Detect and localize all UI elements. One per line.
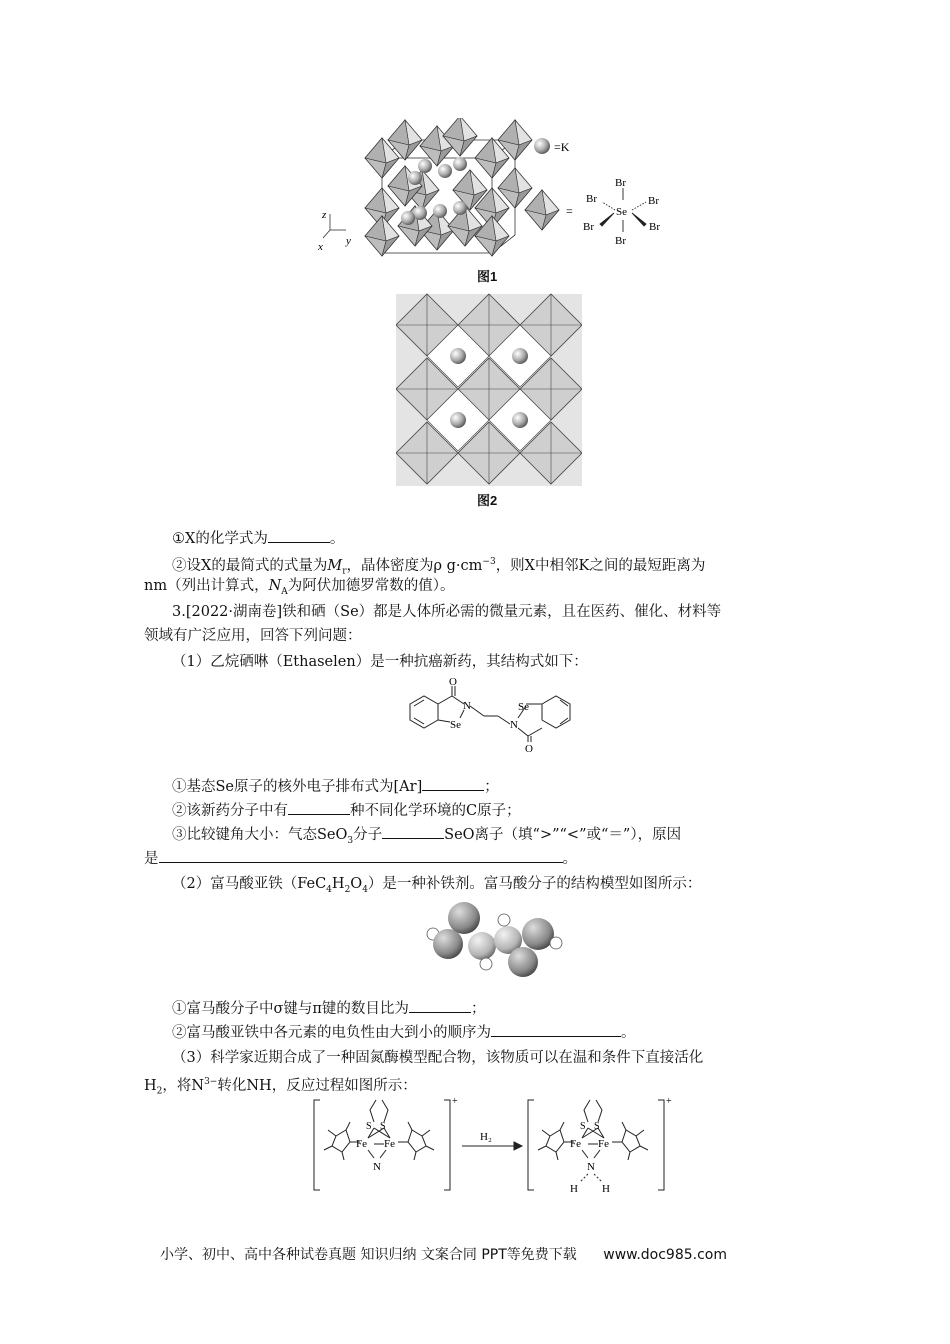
ethaselen-structure bbox=[400, 676, 590, 756]
problem3-line1: 3.[2022·湖南卷]铁和硒（Se）都是人体所必需的微量元素，且在医药、催化、材料等 bbox=[172, 604, 722, 620]
h-right-2: H bbox=[602, 1183, 610, 1195]
figure1-caption: 图1 bbox=[477, 269, 498, 284]
axes-indicator bbox=[323, 214, 346, 238]
part1-q3: ③比较键角大小：气态SeO$_3$分子 SeO离子（填“>”“<”或“＝”），原因 bbox=[172, 824, 810, 851]
legend-octahedron bbox=[525, 190, 559, 230]
s-right-2: S bbox=[594, 1121, 600, 1132]
part1-intro: （1）乙烷硒啉（Ethaselen）是一种抗癌新药，其结构式如下： bbox=[172, 654, 588, 670]
axis-z-label: z bbox=[322, 209, 327, 221]
answer-blank[interactable] bbox=[159, 848, 563, 863]
s-right-1: S bbox=[580, 1121, 586, 1132]
question-distance-line2: nm（列出计算式，$N_A$为阿伏加德罗常数的值）。 bbox=[144, 578, 455, 597]
axis-y-label: y bbox=[346, 235, 351, 247]
mol-se-left: Se bbox=[450, 719, 461, 731]
s-left-2: S bbox=[380, 1121, 386, 1132]
figure1-crystal bbox=[310, 118, 690, 268]
legend-eq-text: = bbox=[566, 204, 573, 218]
br-label-right: Br bbox=[648, 195, 659, 207]
s-left-1: S bbox=[366, 1121, 372, 1132]
part3-line2: $H_2$，将$N^{3-}$转化NH，反应过程如图所示： bbox=[144, 1077, 417, 1097]
part1-q1: ①基态Se原子的核外电子排布式为[Ar] ； bbox=[172, 776, 810, 797]
fe-right-2: Fe bbox=[598, 1138, 609, 1150]
mol-o-right: O bbox=[525, 743, 533, 755]
answer-blank[interactable] bbox=[268, 528, 330, 543]
answer-blank[interactable] bbox=[422, 776, 484, 791]
fe-right-1: Fe bbox=[570, 1138, 581, 1150]
br-label-bottom: Br bbox=[615, 235, 626, 247]
answer-blank[interactable] bbox=[288, 800, 350, 815]
reaction-scheme bbox=[312, 1094, 672, 1198]
footer-text: 小学、初中、高中各种试卷真题 知识归纳 文案合同 PPT等免费下载 bbox=[160, 1247, 577, 1263]
br-label-lowright: Br bbox=[649, 221, 660, 233]
mol-o-left: O bbox=[449, 676, 457, 688]
mol-n-left: N bbox=[463, 700, 471, 712]
legend-k-ball bbox=[534, 138, 550, 154]
legend-k-text: =K bbox=[554, 140, 570, 154]
part1-q2: ②该新药分子中有 种不同化学环境的C原子； bbox=[172, 800, 810, 821]
answer-blank[interactable] bbox=[409, 998, 471, 1013]
question-formula: ①X的化学式为 。 bbox=[172, 528, 810, 549]
fe-left-2: Fe bbox=[384, 1138, 395, 1150]
footer bbox=[160, 1244, 727, 1264]
figure2-projection bbox=[396, 292, 582, 488]
axis-x-label: x bbox=[318, 241, 323, 253]
problem3-line2: 领域有广泛应用，回答下列问题： bbox=[144, 628, 362, 644]
br-label-top: Br bbox=[615, 177, 626, 189]
octahedra-set bbox=[365, 118, 532, 256]
scheme-charge-right: + bbox=[666, 1096, 672, 1107]
figure2-caption: 图2 bbox=[477, 493, 498, 508]
fe-left-1: Fe bbox=[356, 1138, 367, 1150]
scheme-charge-left: + bbox=[452, 1096, 458, 1107]
se-label: Se bbox=[616, 206, 627, 218]
scheme-arrow-label: H₂ bbox=[480, 1131, 492, 1143]
n-left: N bbox=[373, 1161, 381, 1173]
footer-url[interactable]: www.doc985.com bbox=[603, 1247, 727, 1263]
question-distance-line1: ②设X的最简式的式量为$M_r$，晶体密度为ρ $g\cdot cm^{-3}$，则X中相邻K之间的最短距离为 bbox=[172, 557, 706, 577]
h-right-1: H bbox=[570, 1183, 578, 1195]
part1-q3-reason: 是 。 bbox=[144, 848, 810, 869]
answer-blank[interactable] bbox=[382, 824, 444, 839]
br-label-left: Br bbox=[586, 193, 597, 205]
octahedra-grid bbox=[396, 294, 582, 484]
answer-blank[interactable] bbox=[491, 1022, 621, 1037]
part3-line1: （3）科学家近期合成了一种固氮酶模型配合物，该物质可以在温和条件下直接活化 bbox=[172, 1050, 704, 1066]
br-label-lowleft: Br bbox=[583, 221, 594, 233]
fumaric-acid-model bbox=[420, 896, 570, 984]
mol-n-right: N bbox=[510, 719, 518, 731]
part2-q1: ①富马酸分子中σ键与π键的数目比为 ； bbox=[172, 998, 810, 1019]
mol-se-right: Se bbox=[518, 701, 529, 713]
part2-q2: ②富马酸亚铁中各元素的电负性由大到小的顺序为 。 bbox=[172, 1022, 810, 1043]
n-right: N bbox=[587, 1161, 595, 1173]
part2-intro: （2）富马酸亚铁$(FeC_4H_2O_4)$是一种补铁剂。富马酸分子的结构模型如图所示： bbox=[172, 876, 702, 895]
